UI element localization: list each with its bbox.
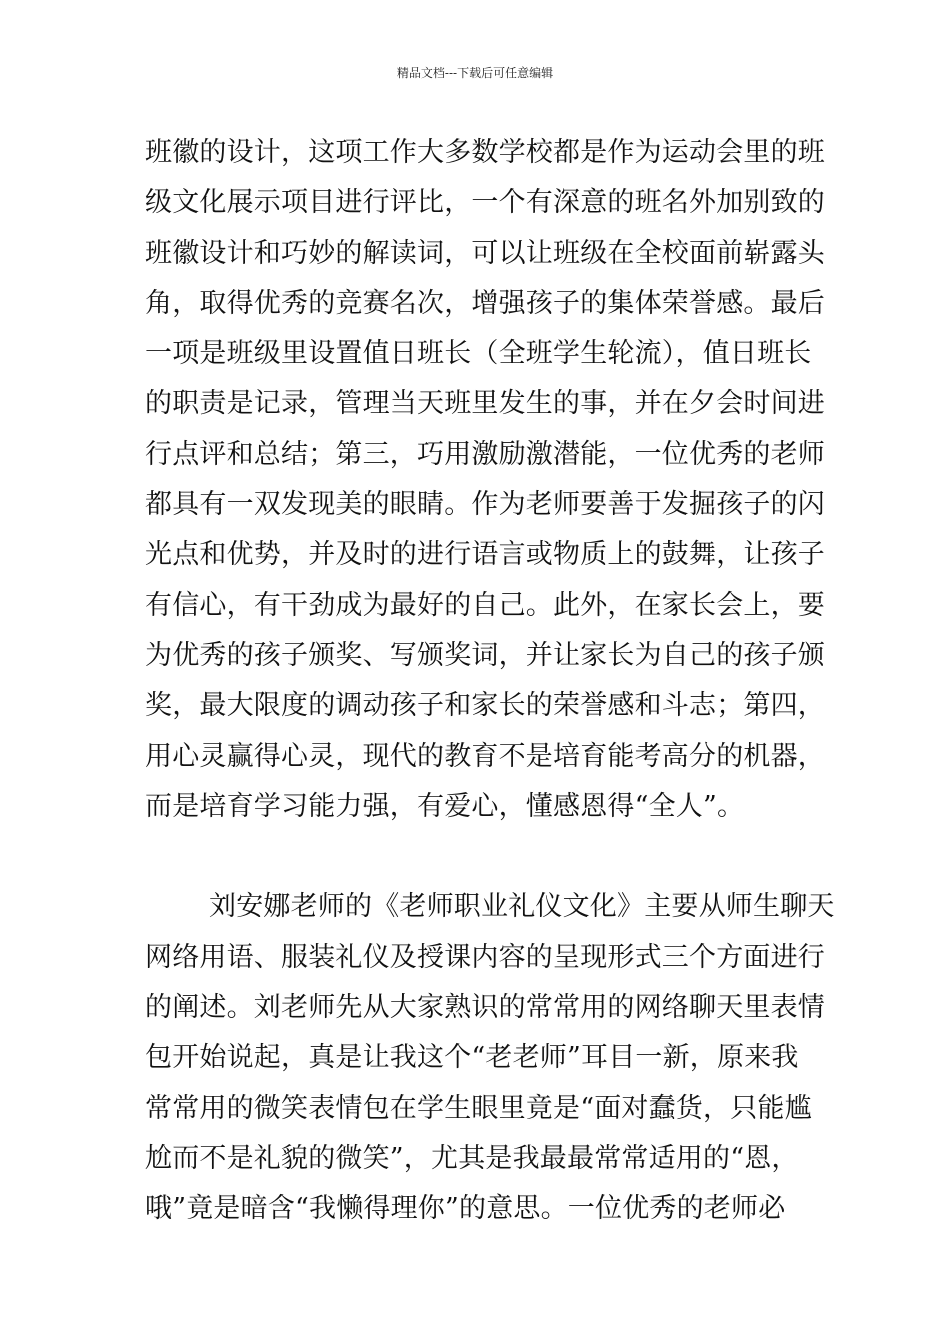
text-line: 光点和优势，并及时的进行语言或物质上的鼓舞，让孩子 — [145, 539, 825, 571]
text-line: 哦”竟是暗含“我懒得理你”的意思。一位优秀的老师必 — [145, 1193, 786, 1225]
paragraph-gap — [145, 832, 810, 882]
text-line: 尬而不是礼貌的微笑”，尤其是我最最常常适用的“恩， — [145, 1142, 799, 1174]
text-line: 刘安娜老师的《老师职业礼仪文化》主要从师生聊天 — [209, 891, 835, 923]
paragraph-1 — [145, 128, 825, 832]
text-line: 奖，最大限度的调动孩子和家长的荣誉感和斗志；第四， — [145, 690, 825, 722]
text-line: 级文化展示项目进行评比，一个有深意的班名外加别致的 — [145, 187, 825, 219]
text-line: 用心灵赢得心灵，现代的教育不是培育能考高分的机器， — [145, 740, 825, 772]
text-line: 网络用语、服装礼仪及授课内容的呈现形式三个方面进行 — [145, 941, 825, 973]
text-line: 的阐述。刘老师先从大家熟识的常常用的网络聊天里表情 — [145, 992, 825, 1024]
text-line: 有信心，有干劲成为最好的自己。此外，在家长会上，要 — [145, 589, 825, 621]
text-line: 包开始说起，真是让我这个“老老师”耳目一新，原来我 — [145, 1042, 799, 1074]
document-body — [145, 128, 835, 1235]
text-line: 都具有一双发现美的眼睛。作为老师要善于发掘孩子的闪 — [145, 489, 825, 521]
text-line: 班徽设计和巧妙的解读词，可以让班级在全校面前崭露头 — [145, 237, 825, 269]
text-line: 而是培育学习能力强，有爱心，懂感恩得“全人”。 — [145, 790, 745, 822]
text-line: 一项是班级里设置值日班长（全班学生轮流），值日班长 — [145, 338, 812, 370]
text-line: 为优秀的孩子颁奖、写颁奖词，并让家长为自己的孩子颁 — [145, 639, 825, 671]
text-line: 班徽的设计，这项工作大多数学校都是作为运动会里的班 — [145, 137, 825, 168]
text-line: 常常用的微笑表情包在学生眼里竟是“面对蠢货，只能尴 — [145, 1092, 812, 1124]
page-header: 精品文档---下载后可任意编辑 — [396, 66, 554, 80]
text-line: 角，取得优秀的竞赛名次，增强孩子的集体荣誉感。最后 — [145, 287, 825, 319]
text-line: 的职责是记录，管理当天班里发生的事，并在夕会时间进 — [145, 388, 825, 420]
paragraph-2 — [145, 882, 835, 1234]
text-line: 行点评和总结；第三，巧用激励激潜能，一位优秀的老师 — [145, 438, 825, 470]
